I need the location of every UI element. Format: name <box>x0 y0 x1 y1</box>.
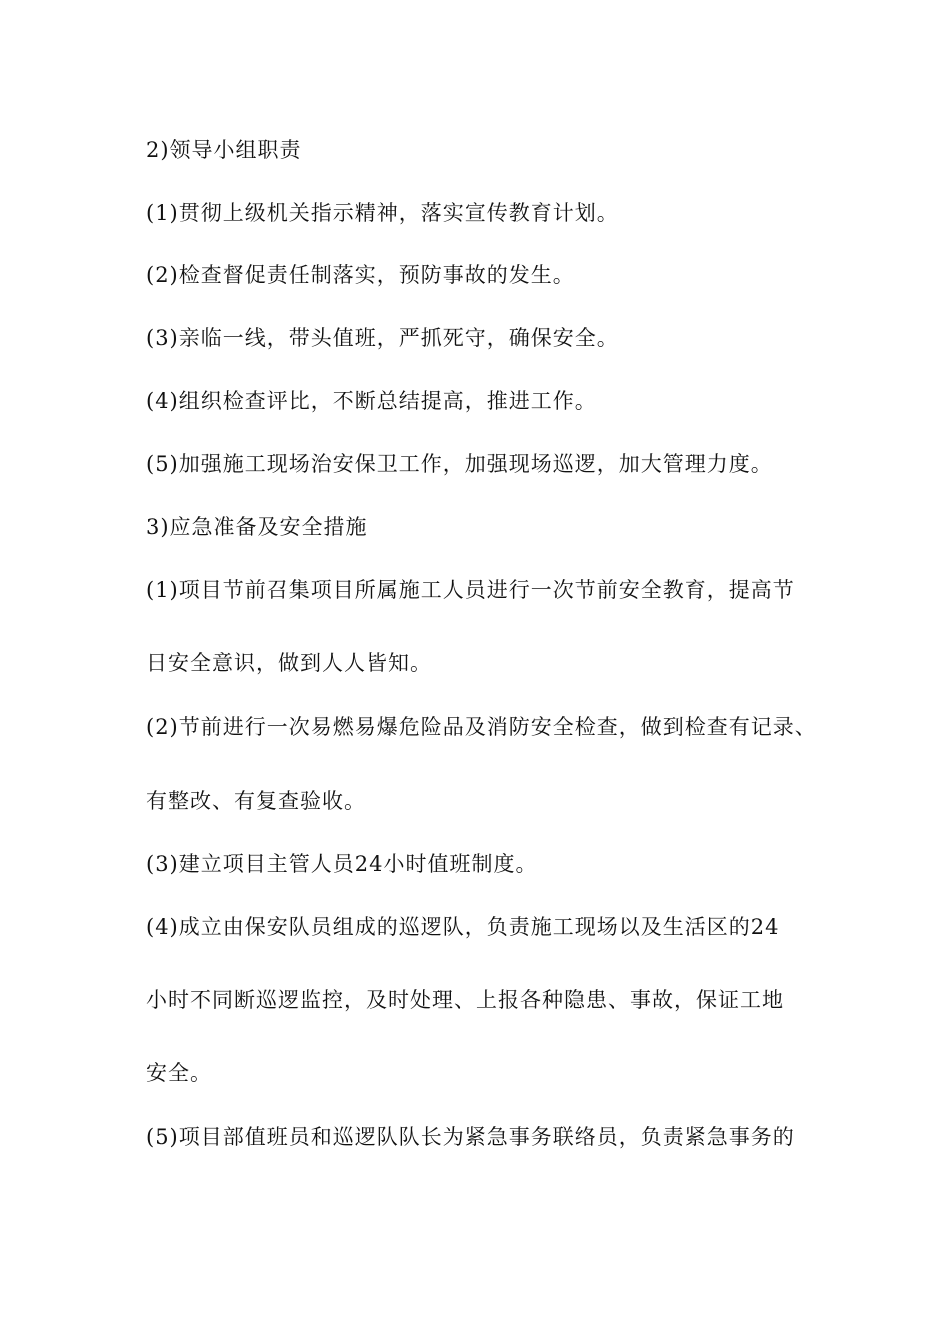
section-heading-emergency-measures: 3)应急准备及安全措施 <box>146 515 368 539</box>
list-item-measure-4-continued-2: 安全。 <box>146 1061 212 1085</box>
list-item-duty-2: (2)检查督促责任制落实，预防事故的发生。 <box>146 263 575 287</box>
list-item-measure-2: (2)节前进行一次易燃易爆危险品及消防安全检查，做到检查有记录、 <box>146 715 817 739</box>
list-item-duty-5: (5)加强施工现场治安保卫工作，加强现场巡逻，加大管理力度。 <box>146 452 773 476</box>
list-item-duty-4: (4)组织检查评比，不断总结提高，推进工作。 <box>146 389 597 413</box>
list-item-measure-2-continued: 有整改、有复查验收。 <box>146 789 366 813</box>
list-item-measure-3: (3)建立项目主管人员24小时值班制度。 <box>146 852 538 876</box>
list-item-duty-1: (1)贯彻上级机关指示精神，落实宣传教育计划。 <box>146 201 619 225</box>
list-item-measure-1: (1)项目节前召集项目所属施工人员进行一次节前安全教育，提高节 <box>146 578 795 602</box>
list-item-duty-3: (3)亲临一线，带头值班，严抓死守，确保安全。 <box>146 326 619 350</box>
list-item-measure-4: (4)成立由保安队员组成的巡逻队，负责施工现场以及生活区的24 <box>146 915 780 939</box>
list-item-measure-1-continued: 日安全意识，做到人人皆知。 <box>146 651 432 675</box>
list-item-measure-5: (5)项目部值班员和巡逻队队长为紧急事务联络员，负责紧急事务的 <box>146 1125 795 1149</box>
list-item-measure-4-continued: 小时不同断巡逻监控，及时处理、上报各种隐患、事故，保证工地 <box>146 988 784 1012</box>
section-heading-leadership-duties: 2)领导小组职责 <box>146 138 302 162</box>
